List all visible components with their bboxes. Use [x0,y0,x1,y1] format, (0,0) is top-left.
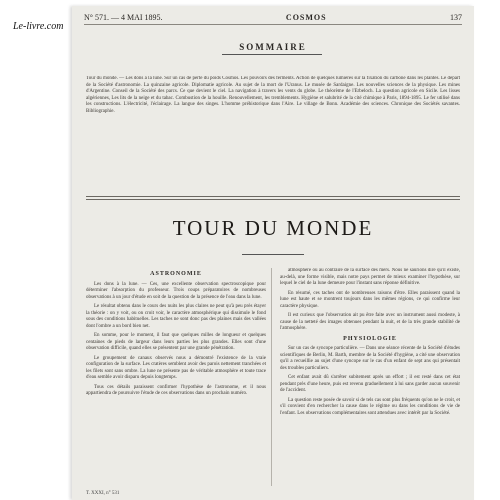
paragraph: En somme, pour le moment, il faut que quelques milles de longueur et quelques centaines de pieds de largeur dans leurs parties les plus grandes. Elles sont d'une observation difficile, quand elles se présentent par une grande pénétration. [86,333,266,351]
watermark-text: Le-livre.com [10,20,66,33]
page-footer: T. XXXI, n° 531 [86,491,120,496]
paragraph: Cet enfant avait dû s'arrêter subitement après un effort ; il est resté dans cet état pendant près d'une heure, puis est revenu graduellement à lui sans garder aucun souvenir de l'accident. [280,375,460,393]
column-separator [271,268,272,486]
section-heading-physiologie: PHYSIOLOGIE [343,335,397,342]
paragraph: Sur un cas de syncope particulière. — Dans une séance récente de la Société d'études scientifiques de Berlin, M. Barth, membre de la Société d'hygiène, a cité une observation qu'il a recueillie au sujet d'une syncope sur le cas d'un enfant de sept ans qui présentait des troubles particuliers. [280,346,460,371]
sommaire-divider [222,54,322,55]
paragraph: atmosphère ou au contraire de la surface des mers. Nous ne saurions dire qu'il existe, au-delà, une forme visible, mais notre pays permet de mieux examiner l'hypothèse, sur lequel le ciel de la lune demeure pour l'instant sans réponse définitive. [280,268,460,286]
paragraph: Tous ces détails paraissent confirmer l'hypothèse de l'astronome, et il nous appartiendra de poursuivre l'étude de ces observations dans un prochain numéro. [86,384,266,396]
sommaire-heading: SOMMAIRE [239,42,307,52]
main-title: TOUR DU MONDE [172,216,374,240]
paragraph: En résumé, ces taches ont de nombreuses raisons d'être. Elles paraissent quand la lune est haute et se montrent toujours dans les mêmes régions, ce qui confirme leur caractère physique. [280,290,460,309]
paragraph: Le groupement de canaux observés nous a démontré l'existence de la vraie configuration de la surface. Les cratères semblent avoir des parois nettement tranchées et les filets sont sans ombre. La lune ne présente pas de véritable atmosphère et toute trace d'eau semble avoir disparu depuis longtemps. [86,355,266,380]
sommaire-text: Tour du monde. — Les dons à la lune. Sur un cas de perte du poids Cosmos. Les pouvoirs des ferments. Action de quelques lumières sur la fixation du carbone dans les plantes. Le départ de la Société d'astronomie. La quinzaine agricole. Diplomatie agricole. Au sujet de la mort de l'Uranus. Le musée de Sardaigne. Les nouvelles sciences de la physique. Les mines d'Argentine. Conseil de la Société des parcs. Ce que devient le ciel. La navigation à travers les vents du globe. Le théorème de l'Erbeloch. La question agricole en Sicile. Les lisses algériennes, Les lits de la neige et du tabac. Combustion de la houille. Renouvellement, les tremblements. Hygiène et salubrité de la cité chimique à Paris, 1894-1895. Le fer utilisé dans les constructions. L'électricité, l'éclairage. La langue des singes. L'homme préhistorique dans l'Aire. Le village de Bonn. Académie des sciences. Chronique des Sociétés savantes. Bibliographie. [86,76,460,114]
section-divider-top [86,196,460,197]
paragraph: Il est curieux que l'observation ait pu être faite avec un instrument aussi modeste, à cause de la netteté des images obtenues pendant la nuit, et de la très grande stabilité de l'atmosphère. [280,313,460,331]
page-number: 137 [449,12,462,22]
journal-title: COSMOS [285,12,327,22]
right-column [280,268,460,490]
paragraph: La question reste posée de savoir si de tels cas sont plus fréquents qu'on ne le croit, et s'il convient d'en rechercher la cause dans le régime ou dans les conditions de vie de l'enfant. Les observations complémentaires sont attendues avec intérêt par la Société. [280,397,460,416]
left-column [86,268,266,490]
title-underline [242,254,304,255]
issue-date: N° 571. — 4 MAI 1895. [84,12,163,22]
paragraph: Les dons à la lune. — Ces, une excellente observation spectroscopique pour déterminer l'absorption du professeur. Trois coups préparatoires de nombreuses observations à un jour d'étude en soit de la question de la présence de l'eau dans la lune. [86,281,266,300]
page-header [84,10,462,25]
scanned-page [72,6,474,500]
section-heading-astronomie: ASTRONOMIE [150,271,202,277]
paragraph: Le résultat obtenu dans le cours des nuits les plus claires ne peut qu'à peu près étayer la théorie : on y voit, ou on croit voir, le caractère atmosphérique qui dissimule le fond sous des conditions habituelles. Les taches ne sont donc pas des plaines mais des vallées dont l'ombre a un bord bien net. [86,304,266,329]
section-divider-bottom [86,199,460,200]
